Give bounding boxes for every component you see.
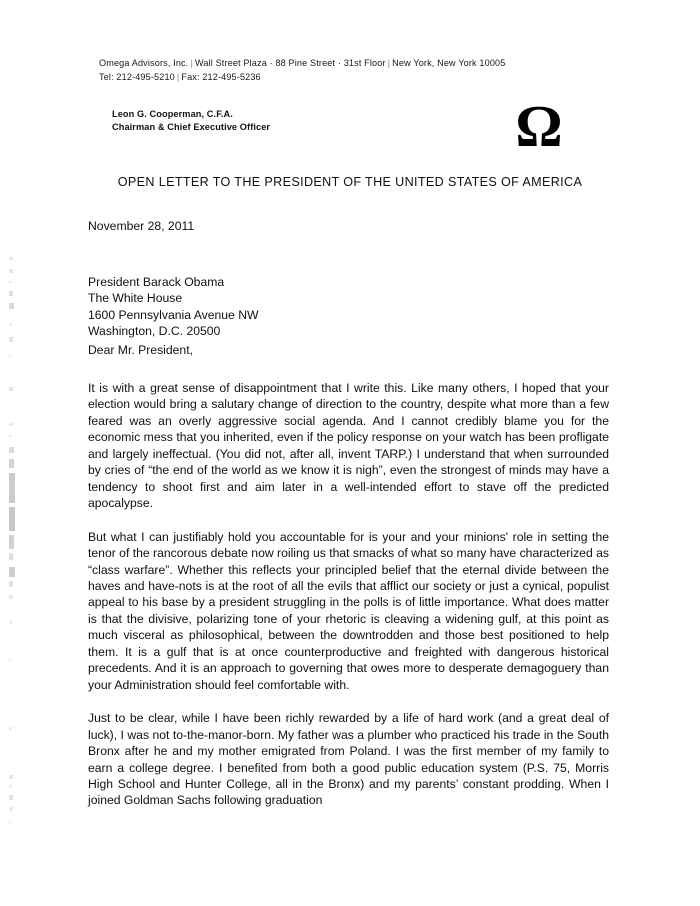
letterhead [99, 57, 609, 84]
salutation: Dear Mr. President, [88, 343, 193, 357]
sender-name: Leon G. Cooperman, C.F.A. [112, 109, 233, 119]
recipient-city-state-zip: Washington, D.C. 20500 [88, 324, 221, 339]
letterhead-separator-2: | [387, 58, 391, 68]
letterhead-city-state-zip: New York, New York 10005 [392, 58, 506, 68]
body-paragraph: It is with a great sense of disappointment that I write this. Like many others, I hoped that your election would bring a salutary change of direction to the country, despite what more than a few feared was an overly aggressive social agenda. And I cannot credibly blame you for the economic mess that you inherited, even if the policy response on your watch has been profligate and largely ineffectual. (You did not, after all, invent TARP.) I understand that when surrounded by cries of “the end of the world as we know it is nigh”, even the strongest of minds may have a tendency to shoot first and aim later in a well-intended effort to stave off the predicted apocalypse. [88, 381, 609, 511]
letterhead-fax: Fax: 212-495-5236 [181, 71, 261, 82]
letterhead-telephone: Tel: 212-495-5210 [99, 71, 175, 82]
sender-block [112, 108, 270, 134]
scan-artifact-marks [9, 255, 19, 855]
page-title: OPEN LETTER TO THE PRESIDENT OF THE UNITED STATES OF AMERICA [117, 175, 583, 189]
letterhead-address-line [99, 57, 609, 71]
letter-body [88, 380, 609, 809]
body-paragraph: But what I can justifiably hold you accountable for is your and your minions' role in setting the tenor of the rancorous debate now roiling us that smacks of what so many have characterized as “class warfare”. Whether this reflects your principled belief that the eternal divide between the haves and have-nots is at the root of all the evils that afflict our society or just a cynical, populist appeal to his base by a president struggling in the polls is of little importance. What does matter is that the divisive, polarizing tone of your rhetoric is cleaving a widening gulf, at this point as much visceral as philosophical, between the downtrodden and those best positioned to help them. It is a gulf that is at once counterproductive and freighted with dangerous historical precedents. And it is an approach to governing that owes more to desperate demagoguery than your Administration should feel comfortable with. [88, 529, 609, 692]
sender-title: Chairman & Chief Executive Officer [112, 122, 271, 132]
letter-date: November 28, 2011 [88, 219, 195, 233]
letterhead-street-address: Wall Street Plaza · 88 Pine Street · 31st Floor [194, 58, 386, 68]
body-paragraph: Just to be clear, while I have been richly rewarded by a life of hard work (and a great deal of luck), I was not to-the-manor-born. My father was a plumber who practiced his trade in the South Bronx after he and my mother emigrated from Poland. I was the first member of my family to earn a college degree. I benefited from both a good public education system (P.S. 75, Morris High School and Hunter College, all in the Bronx) and my parents’ constant prodding. When I joined Goldman Sachs following graduation [88, 711, 609, 808]
recipient-street: 1600 Pennsylvania Avenue NW [88, 307, 259, 322]
recipient-name: President Barack Obama [88, 275, 225, 289]
letterhead-contact-line [99, 71, 609, 85]
recipient-address-block [88, 274, 259, 340]
letterhead-separator-1: | [190, 58, 193, 68]
omega-logo-icon: Ω [515, 93, 563, 159]
letterhead-separator-3: | [176, 71, 180, 82]
recipient-organization: The White House [88, 291, 183, 306]
letterhead-company: Omega Advisors, Inc. [99, 58, 189, 68]
